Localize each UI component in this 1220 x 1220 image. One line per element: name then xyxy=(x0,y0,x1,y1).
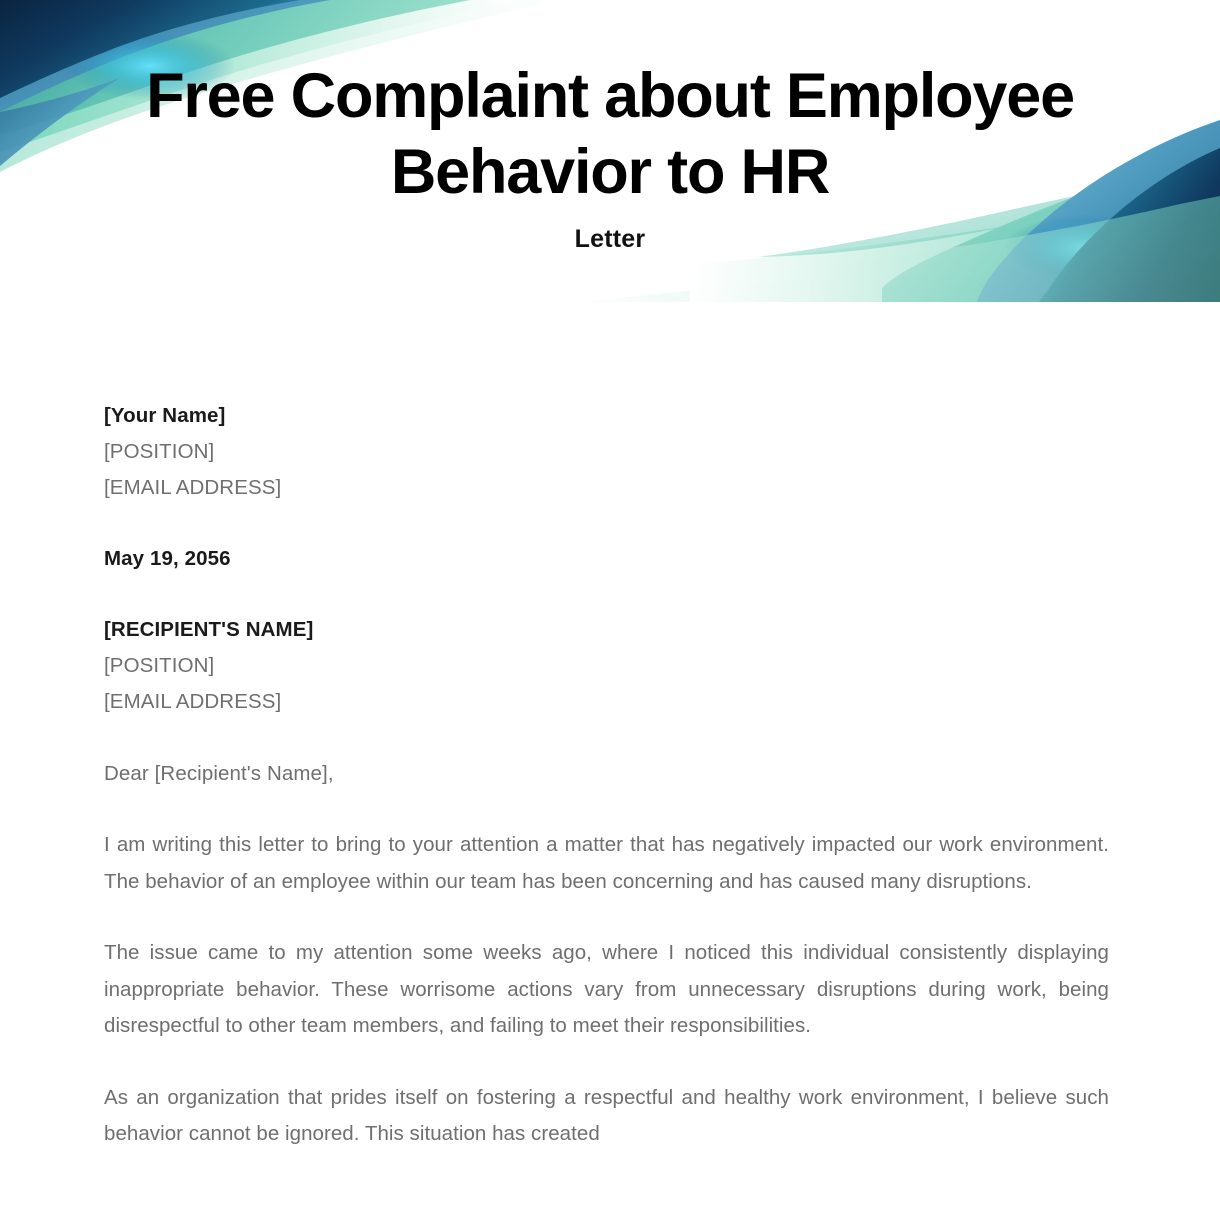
spacer-after-date xyxy=(104,577,1109,612)
header-banner xyxy=(0,0,1220,302)
spacer-after-recipient xyxy=(104,720,1109,756)
banner-text-group xyxy=(0,0,1220,302)
page-subtitle: Letter xyxy=(574,225,646,253)
page-title: Free Complaint about Employee Behavior to HR xyxy=(146,61,1074,207)
spacer-after-sender xyxy=(104,506,1109,541)
recipient-email: [EMAIL ADDRESS] xyxy=(104,690,282,713)
salutation: Dear [Recipient's Name], xyxy=(104,762,334,785)
body-paragraph-3: As an organization that prides itself on fostering a respectful and healthy work environment, I believe such behavior cannot be ignored. This situation has created xyxy=(104,1085,1109,1145)
sender-name: [Your Name] xyxy=(104,404,226,427)
recipient-name: [RECIPIENT'S NAME] xyxy=(104,618,314,641)
recipient-position: [POSITION] xyxy=(104,654,215,677)
sender-email: [EMAIL ADDRESS] xyxy=(104,476,282,499)
body-paragraph-1: I am writing this letter to bring to your attention a matter that has negatively impacted our work environment. The behavior of an employee within our team has been concerning and has caused many disruptions. xyxy=(104,833,1109,893)
sender-block xyxy=(104,398,1109,506)
spacer-after-salutation xyxy=(104,792,1109,827)
letter-date: May 19, 2056 xyxy=(104,547,231,570)
recipient-block xyxy=(104,612,1109,720)
body-paragraph-2: The issue came to my attention some weeks ago, where I noticed this individual consistently displaying inappropriate behavior. These worrisome actions vary from unnecessary disruptions during work, being disrespectful to other team members, and failing to meet their responsibilities. xyxy=(104,941,1109,1037)
letter-body xyxy=(104,398,1109,1153)
sender-position: [POSITION] xyxy=(104,440,215,463)
